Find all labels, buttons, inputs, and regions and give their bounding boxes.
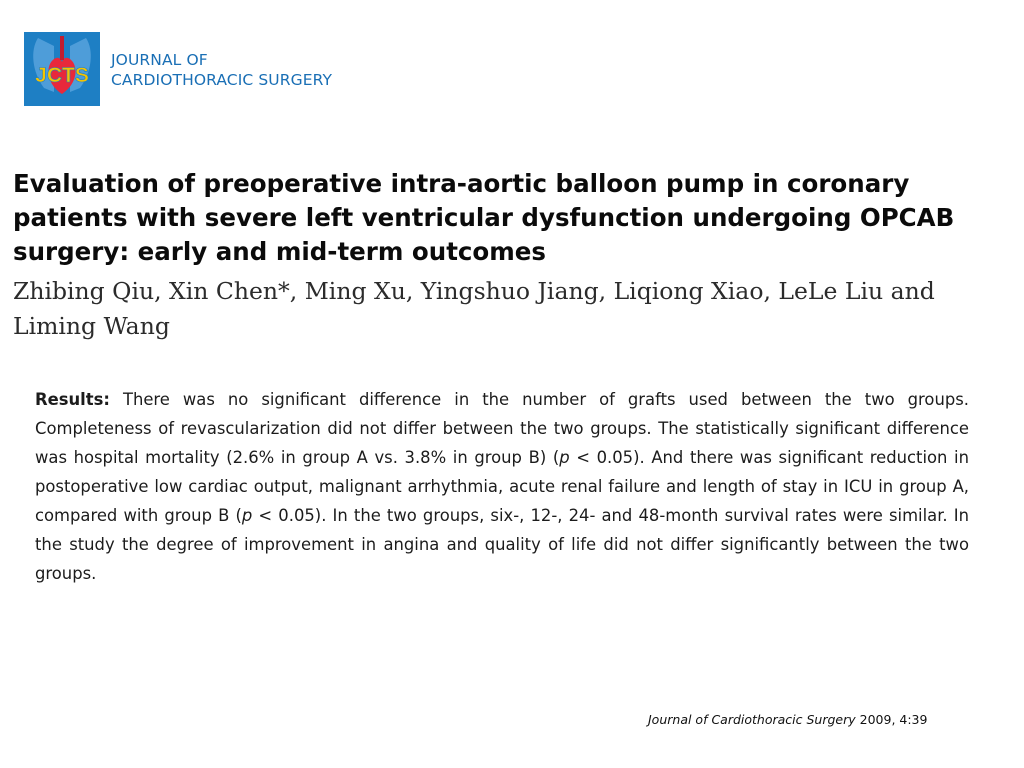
article-title: Evaluation of preoperative intra-aortic balloon pump in coronary patients with severe left ventricular dysfunction undergoing OPCAB surgery: early and mid-term outcomes [13, 169, 955, 266]
journal-logo [24, 32, 100, 106]
results-text-3: < 0.05). In the two groups, six-, 12-, 24- and 48-month survival rates were similar. In the study the degree of improvement in angina and quality of life did not differ significantly between the two groups. [35, 506, 969, 583]
citation [648, 712, 927, 727]
results-paragraph [35, 385, 969, 588]
p-value-symbol: p [241, 506, 253, 525]
results-text-2: < 0.05). And there was significant reduction in postoperative low cardiac output, malignant arrhythmia, acute renal failure and length of stay in ICU in group A, compared with group B ( [35, 448, 969, 525]
logo-text: JCTS [35, 64, 89, 87]
citation-journal: Journal of Cardiothoracic Surgery [648, 712, 856, 727]
p-value-symbol: p [559, 448, 570, 467]
journal-name [111, 50, 332, 90]
jcts-logo-icon [24, 32, 100, 106]
article-authors: Zhibing Qiu, Xin Chen*, Ming Xu, Yingshuo Jiang, Liqiong Xiao, LeLe Liu and Liming Wang [13, 277, 935, 340]
results-text-1: There was no significant difference in the number of grafts used between the two groups. Completeness of revascularization did not differ between the two groups. The statistically significant difference was hospital mortality (2.6% in group A vs. 3.8% in group B) ( [35, 390, 969, 467]
results-label: Results: [35, 390, 110, 409]
journal-name-line2: CARDIOTHORACIC SURGERY [111, 71, 333, 89]
journal-name-line1: JOURNAL OF [111, 51, 208, 69]
citation-details: 2009, 4:39 [855, 712, 928, 727]
